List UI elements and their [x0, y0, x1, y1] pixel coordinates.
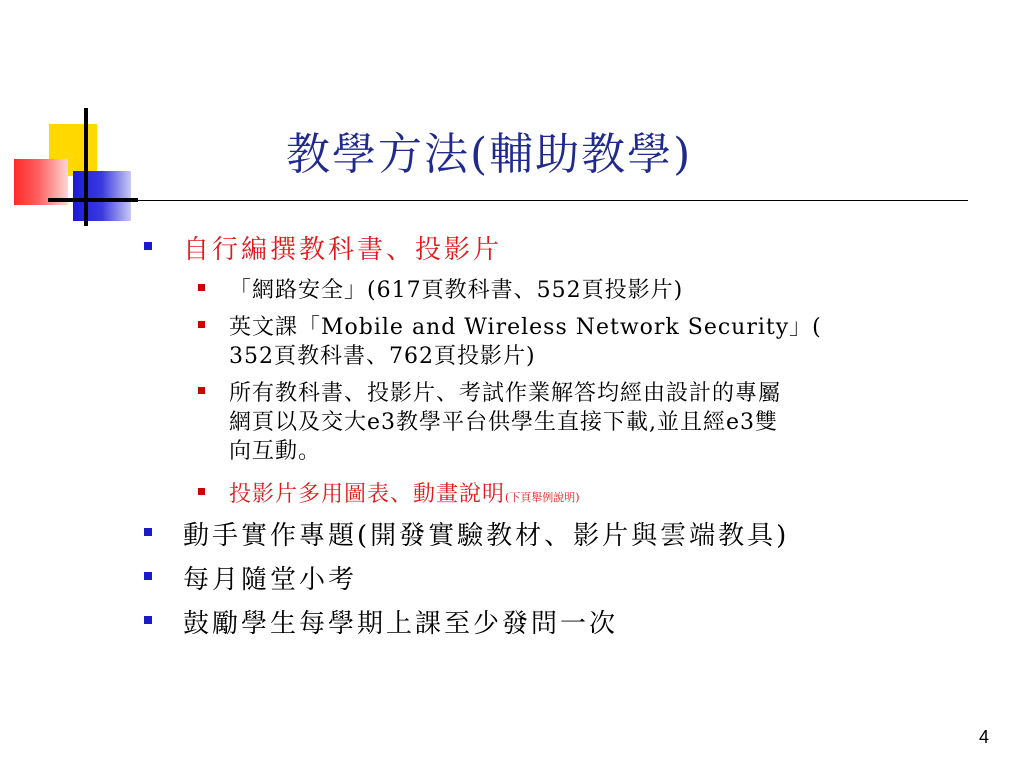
- sub-list-item-english-course-line2: 352頁教科書、762頁投影片): [229, 344, 536, 369]
- bullet-marker: [144, 616, 152, 624]
- sub-bullet-marker: [198, 321, 205, 328]
- sub-list-item-slides-charts-text: 投影片多用圖表、動畫說明: [229, 482, 506, 507]
- sub-list-item-materials-download-line3: 向互動。: [229, 439, 322, 464]
- title-divider-line: [48, 200, 968, 201]
- bullet-marker: [144, 242, 152, 250]
- next-page-example-note: (下頁舉例說明): [505, 491, 580, 504]
- sub-bullet-marker: [198, 387, 205, 394]
- list-item-encourage-questions: 鼓勵學生每學期上課至少發問一次: [183, 609, 619, 639]
- decor-divider-accent: [48, 198, 138, 202]
- sub-list-item-materials-download-line1: 所有教科書、投影片、考試作業解答均經由設計的專屬: [229, 381, 782, 406]
- list-item-hands-on-projects: 動手實作專題(開發實驗教材、影片與雲端教具): [183, 521, 790, 551]
- sub-list-item-materials-download-line2: 網頁以及交大e3教學平台供學生直接下載,並且經e3雙: [229, 410, 779, 435]
- bullet-marker: [144, 572, 152, 580]
- slide-title: 教學方法(輔助教學): [286, 129, 693, 180]
- decor-vertical-line: [84, 108, 88, 226]
- sub-list-item-slides-charts: [229, 477, 580, 508]
- page-number: 4: [979, 727, 990, 747]
- sub-bullet-marker: [198, 284, 205, 291]
- decor-blue-square: [73, 171, 131, 221]
- sub-list-item-network-security: 「網路安全」(617頁教科書、552頁投影片): [229, 278, 684, 303]
- list-item-self-authored-materials: 自行編撰教科書、投影片: [183, 235, 503, 265]
- list-item-monthly-quiz: 每月隨堂小考: [183, 565, 358, 595]
- sub-list-item-english-course-line1: 英文課「Mobile and Wireless Network Security」(: [229, 315, 822, 340]
- bullet-marker: [144, 528, 152, 536]
- sub-bullet-marker: [198, 488, 205, 495]
